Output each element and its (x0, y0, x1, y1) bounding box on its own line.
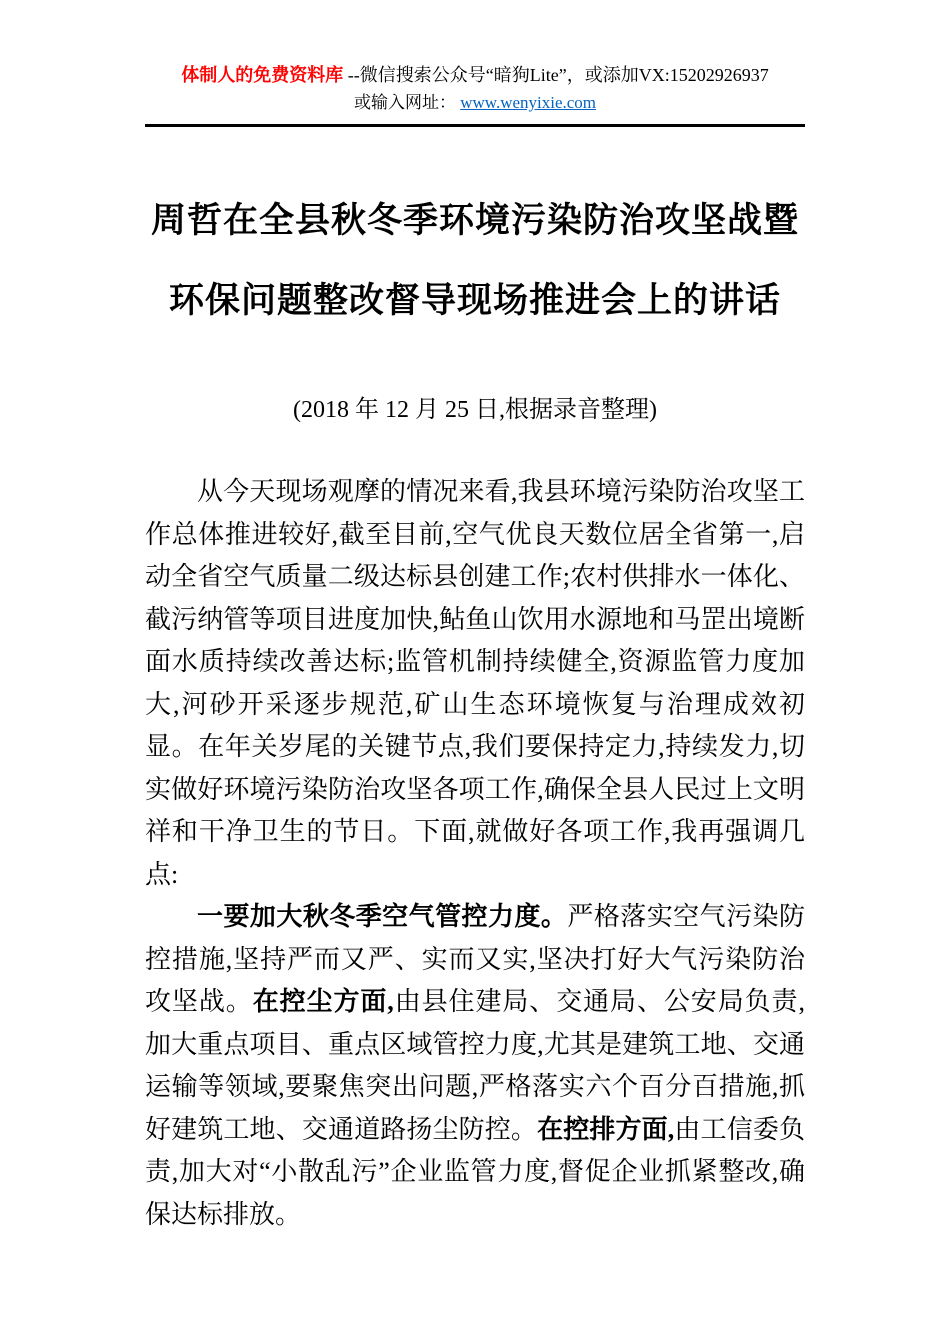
document-body (145, 471, 805, 1236)
document-title (145, 181, 805, 341)
promo-header-line1 (145, 62, 805, 88)
body-text-bold-segment: 一要加大秋冬季空气管控力度。 (197, 902, 568, 931)
website-link[interactable]: www.wenyixie.com (460, 93, 597, 112)
body-text-bold-segment: 在控尘方面, (252, 987, 394, 1016)
promo-header-line1-rest: --微信搜索公众号“暗狗Lite”，或添加VX:15202926937 (343, 65, 769, 85)
body-text-bold-segment: 在控排方面, (537, 1114, 675, 1144)
header-divider (145, 124, 805, 127)
body-paragraph (145, 896, 805, 1236)
document-subtitle: (2018 年 12 月 25 日,根据录音整理) (293, 397, 657, 423)
body-text-segment: 由县住建局、交通局、公安局负责,加大重点项目、重点区域管控力度,尤其是建筑工地、交通运输等领域,要聚焦突出问题,严格落实六个百分百措施,抓好建筑工地、交通道路扬尘防控。 (145, 987, 805, 1144)
document-title-line1: 周哲在全县秋冬季环境污染防治攻坚战暨 (150, 201, 799, 240)
body-text-segment: 从今天现场观摩的情况来看,我县环境污染防治攻坚工作总体推进较好,截至目前,空气优良天数位居全省第一,启动全省空气质量二级达标县创建工作;农村供排水一体化、截污纳管等项目进度加快,鲇鱼山饮用水源地和马罡出境断面水质持续改善达标;监管机制持续健全,资源监管力度加大,河砂开采逐步规范,矿山生态环境恢复与治理成效初显。在年关岁尾的关键节点,我们要保持定力,持续发力,切实做好环境污染防治攻坚各项工作,确保全县人民过上文明祥和干净卫生的节日。下面,就做好各项工作,我再强调几点: (145, 477, 805, 889)
body-text-segment: 严格落实空气污染防控措施,坚持严而又严、实而又实,坚决打好大气污染防治攻坚战。 (145, 902, 805, 1016)
body-paragraph (145, 471, 805, 896)
brand-text: 体制人的免费资料库 (181, 65, 344, 85)
promo-header-line2 (145, 91, 805, 115)
body-text-segment: 由工信委负责,加大对“小散乱污”企业监管力度,督促企业抓紧整改,确保达标排放。 (145, 1114, 805, 1229)
promo-header (145, 62, 805, 115)
website-prefix: 或输入网址： (353, 93, 461, 112)
document-title-line2: 环保问题整改督导现场推进会上的讲话 (168, 281, 781, 320)
